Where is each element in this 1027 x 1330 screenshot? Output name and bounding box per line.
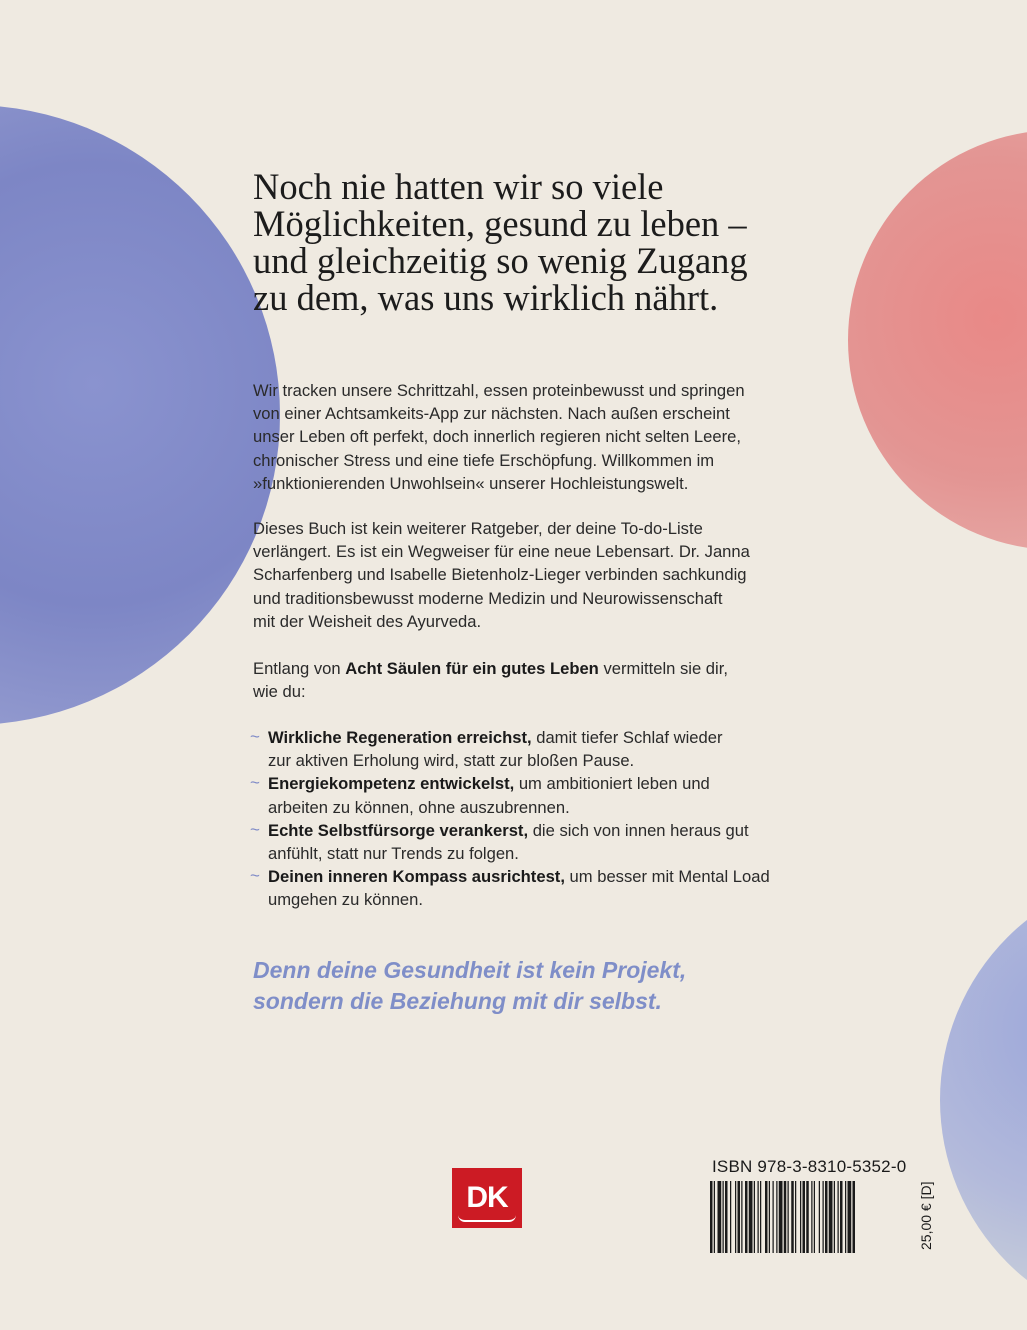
headline-line: zu dem, was uns wirklich nährt.: [253, 277, 719, 318]
tilde-bullet-icon: ~: [250, 866, 260, 886]
tilde-bullet-icon: ~: [250, 727, 260, 746]
decorative-red-circle: [848, 130, 1027, 550]
bullet-bold: Wirkliche Regeneration erreichst,: [268, 728, 532, 747]
bullet-text: um ambitioniert leben und: [514, 774, 710, 794]
list-item: [250, 819, 853, 865]
list-item: [250, 865, 853, 911]
tilde-bullet-icon: ~: [250, 819, 260, 839]
decorative-blue-circle: [0, 105, 280, 725]
isbn-label: ISBN 978-3-8310-5352-0: [712, 1157, 907, 1176]
benefit-list: [250, 726, 853, 912]
closing-line: Denn deine Gesundheit ist kein Projekt,: [253, 957, 687, 983]
bullet-bold: Energiekompetenz entwickelst,: [268, 774, 515, 794]
text-line: [268, 726, 853, 749]
text-prefix: Entlang von: [253, 659, 346, 678]
text-line: [268, 865, 853, 888]
description-paragraph: [253, 517, 813, 633]
bullet-text: damit tiefer Schlaf wieder: [531, 728, 723, 747]
text-line: zur aktiven Erholung wird, statt zur bloßen Pause.: [268, 751, 635, 771]
closing-quote: [253, 955, 853, 1017]
bullet-bold: Echte Selbstfürsorge verankerst,: [268, 820, 529, 840]
text-line: verlängert. Es ist ein Wegweiser für eine neue Lebensart. Dr. Janna: [253, 542, 750, 562]
text-line: Scharfenberg und Isabelle Bietenholz-Lieger verbinden sachkundig: [253, 565, 747, 585]
text-line: unser Leben oft perfekt, doch innerlich regieren nicht selten Leere,: [253, 427, 741, 447]
text-line: chronischer Stress und eine tiefe Erschöpfung. Willkommen im: [253, 450, 715, 470]
tilde-bullet-icon: ~: [250, 773, 260, 793]
bullet-text: die sich von innen heraus gut: [528, 820, 749, 840]
text-line: und traditionsbewusst moderne Medizin und Neurowissenschaft: [253, 588, 723, 608]
headline: [253, 168, 813, 316]
text-line: [253, 657, 813, 680]
text-suffix: vermitteln sie dir,: [598, 659, 728, 678]
closing-line: sondern die Beziehung mit dir selbst.: [253, 988, 662, 1014]
bullet-bold: Deinen inneren Kompass ausrichtest,: [268, 867, 565, 887]
list-item: [250, 772, 853, 818]
text-line: von einer Achtsamkeits-App zur nächsten. Nach außen erscheint: [253, 404, 730, 424]
intro-paragraph: [253, 379, 813, 495]
pillars-intro-paragraph: [253, 657, 813, 703]
price-label: 25,00 € [D]: [918, 1181, 934, 1250]
text-line: »funktionierenden Unwohlsein« unserer Hochleistungswelt.: [253, 473, 689, 493]
list-item: [250, 726, 853, 772]
text-line: mit der Weisheit des Ayurveda.: [253, 611, 482, 631]
headline-line: und gleichzeitig so wenig Zugang: [253, 240, 748, 281]
text-line: Wir tracken unsere Schrittzahl, essen proteinbewusst und springen: [253, 381, 745, 400]
barcode-icon: [709, 1181, 902, 1253]
pillars-title: Acht Säulen für ein gutes Leben: [345, 659, 599, 678]
text-line: Dieses Buch ist kein weiterer Ratgeber, der deine To-do-Liste: [253, 519, 703, 538]
headline-line: Noch nie hatten wir so viele: [253, 166, 664, 207]
headline-line: Möglichkeiten, gesund zu leben –: [253, 203, 747, 244]
decorative-bottom-circle: [940, 870, 1027, 1330]
text-line: umgehen zu können.: [268, 890, 423, 910]
text-line: arbeiten zu können, ohne auszubrennen.: [268, 797, 570, 817]
dk-logo: DK: [452, 1168, 522, 1228]
text-line: [268, 819, 853, 842]
text-line: [268, 772, 853, 795]
text-line: wie du:: [253, 682, 306, 702]
text-line: anfühlt, statt nur Trends zu folgen.: [268, 844, 519, 864]
bullet-text: um besser mit Mental Load: [564, 867, 770, 887]
